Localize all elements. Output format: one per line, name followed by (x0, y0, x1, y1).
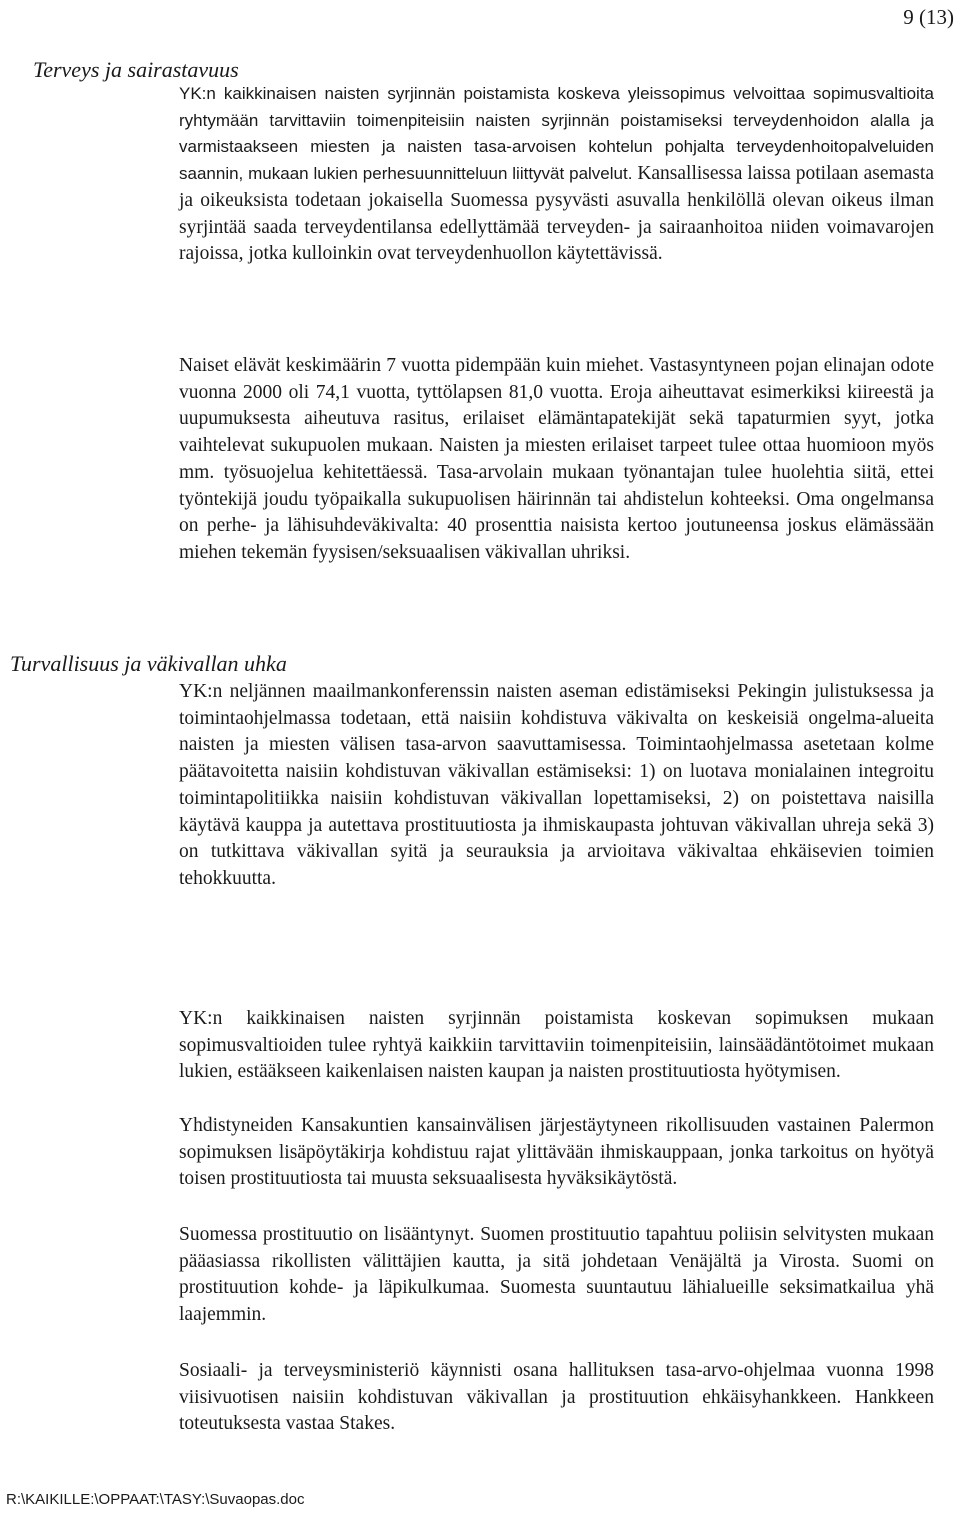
footer-file-path: R:\KAIKILLE:\OPPAAT:\TASY:\Suvaopas.doc (6, 1491, 305, 1508)
paragraph-un-convention: YK:n kaikkinaisen naisten syrjinnän poistamista koskevan sopimuksen mukaan sopimusvaltioiden tulee ryhtyä kaikkiin tarvittaviin toimenpiteisiin, lainsäädäntötoimet mukaan lukien, estääkseen kaikenlaisen naisten kaupan ja naisten prostituutiosta hyötymisen. (179, 1008, 934, 1083)
paragraph-health-rights (179, 81, 934, 268)
paragraph-health-rights-sans-part: YK:n kaikkinaisen naisten syrjinnän poistamista koskeva yleissopimus velvoittaa sopimusvaltioita ryhtymään tarvittaviin toimenpiteisiin naisten syrjinnän poistamiseksi terveydenhoidon alalla ja varmistaakseen miesten ja naisten tasa-arvoisen kohtelun pohjalta terveydenhoitopalveluiden saannin, mukaan lukien perhesuunnitteluun liittyvät palvelut. (179, 84, 934, 184)
paragraph-prostitution-finland: Suomessa prostituutio on lisääntynyt. Suomen prostituutio tapahtuu poliisin selvitysten mukaan pääasiassa rikollisten välittäjien kautta, ja sitä johdetaan Venäjältä ja Virosta. Suomi on prostituution kohde- ja läpikulkumaa. Suomesta suuntautuu lähialueille seksimatkailua yhä laajemmin. (179, 1224, 934, 1326)
paragraph-beijing-declaration: YK:n neljännen maailmankonferenssin naisten aseman edistämiseksi Pekingin julistuksessa ja toimintaohjelmassa todetaan, että naisiin kohdistuva väkivalta on keskeisiä ongelma-alueita naisten ja miesten välisen tasa-arvon saavuttamisessa. Toimintaohjelmassa asetetaan kolme päätavoitetta naisiin kohdistuvan väkivallan estämiseksi: 1) on luotava monialainen integroitu toimintapolitiikka naisiin kohdistuvan väkivallan lopettamiseksi, 2) on poistettava naisilla käytävä kauppa ja autettava prostituutiosta ja ihmiskaupasta johtuvan väkivallan uhreja sekä 3) on tutkittava väkivallan syitä ja seurauksia ja arvioitava väkivaltaa ehkäisevien toimien tehokkuutta. (179, 681, 934, 889)
section-heading-health: Terveys ja sairastavuus (33, 57, 239, 82)
paragraph-palermo-protocol: Yhdistyneiden Kansakuntien kansainvälisen järjestäytyneen rikollisuuden vastainen Palermon sopimuksen lisäpöytäkirja kohdistuu rajat ylittävään ihmiskauppaan, jonka tarkoitus on hyötyä toisen prostituutiosta tai muusta seksuaalisesta hyväksikäytöstä. (179, 1115, 934, 1190)
section-heading-security: Turvallisuus ja väkivallan uhka (10, 651, 287, 676)
paragraph-prevention-project: Sosiaali- ja terveysministeriö käynnisti osana hallituksen tasa-arvo-ohjelmaa vuonna 1998 viisivuotisen naisiin kohdistuvan väkivallan ja prostituution ehkäisyhankkeen. Hankkeen toteutuksesta vastaa Stakes. (179, 1360, 934, 1435)
paragraph-life-expectancy: Naiset elävät keskimäärin 7 vuotta pidempään kuin miehet. Vastasyntyneen pojan elinajan odote vuonna 2000 oli 74,1 vuotta, tyttölapsen 81,0 vuotta. Eroja aiheuttavat esimerkiksi kiireestä ja uupumuksesta aiheutuva rasitus, erilaiset elämäntapatekijät sekä tapaturmien syyt, jotka vaihtelevat sukupuolen mukaan. Naisten ja miesten erilaiset tarpeet tulee ottaa huomioon myös mm. työsuojelua kehitettäessä. Tasa-arvolain mukaan työnantajan tulee huolehtia siitä, ettei työntekijä joudu työpaikalla sukupuolisen häirinnän tai ahdistelun kohteeksi. Oma ongelmansa on perhe- ja lähisuhdeväkivalta: 40 prosenttia naisista kertoo joutuneensa joskus elämässään miehen tekemän fyysisen/seksuaalisen väkivallan uhriksi. (179, 355, 934, 563)
page-number: 9 (13) (903, 5, 954, 29)
paragraph-health-rights-serif-part: Kansallisessa laissa potilaan asemasta ja oikeuksista todetaan jokaisella Suomessa pysyvästi asuvalla henkilöllä olevan oikeus ilman syrjintää saada terveydentilansa edellyttämää terveyden- ja sairaanhoitoa niiden voimavarojen rajoissa, jotka kulloinkin ovat terveydenhuollon käytettävissä. (179, 163, 934, 265)
